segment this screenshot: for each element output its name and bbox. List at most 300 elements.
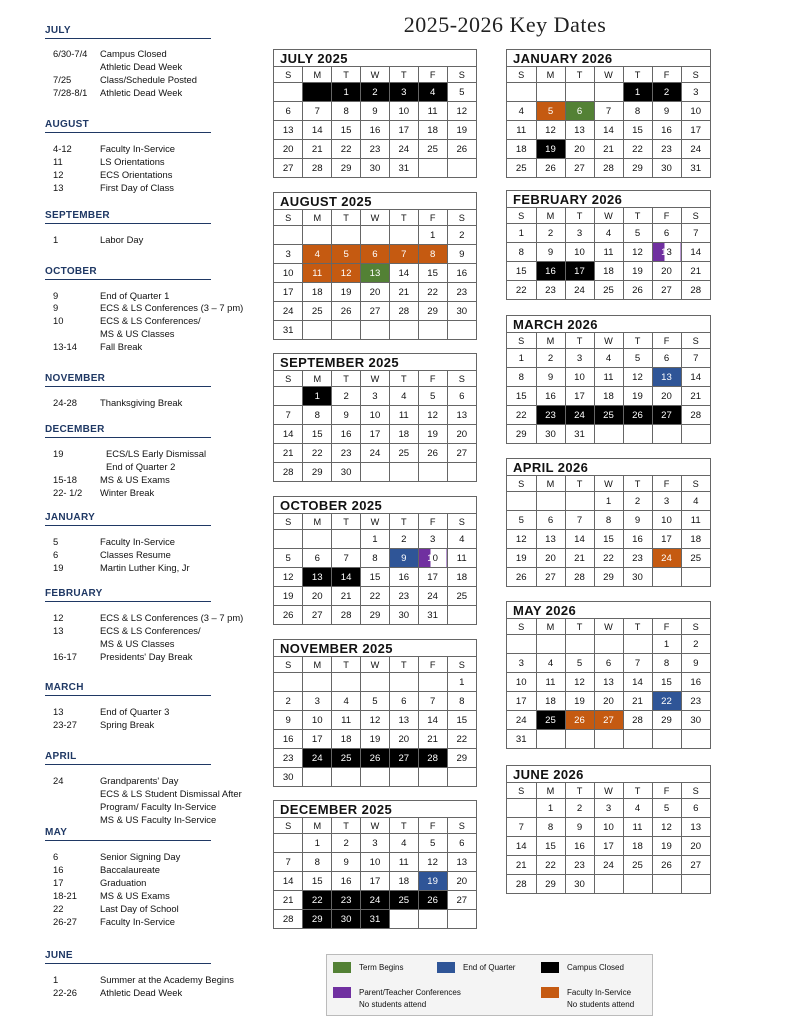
day-cell[interactable] (303, 83, 332, 102)
day-cell[interactable]: 12 (361, 711, 390, 730)
day-cell[interactable]: 25 (594, 406, 623, 425)
day-cell[interactable]: 11 (594, 368, 623, 387)
day-cell[interactable]: 9 (652, 102, 681, 121)
day-cell[interactable]: 14 (418, 711, 447, 730)
day-cell[interactable]: 3 (507, 654, 536, 673)
day-cell[interactable]: 10 (652, 511, 681, 530)
day-cell[interactable]: 7 (623, 654, 652, 673)
day-cell[interactable]: 25 (418, 140, 447, 159)
day-cell[interactable] (303, 321, 332, 340)
day-cell[interactable]: 30 (536, 425, 565, 444)
day-cell[interactable]: 4 (623, 799, 652, 818)
day-cell[interactable]: 28 (418, 749, 447, 768)
day-cell[interactable]: 19 (332, 283, 361, 302)
day-cell[interactable]: 20 (594, 692, 623, 711)
day-cell[interactable] (274, 530, 303, 549)
day-cell[interactable]: 12 (332, 264, 361, 283)
day-cell[interactable]: 10 (389, 102, 418, 121)
day-cell[interactable]: 19 (536, 140, 565, 159)
day-cell[interactable]: 2 (652, 83, 681, 102)
day-cell[interactable]: 9 (361, 102, 390, 121)
day-cell[interactable]: 19 (418, 872, 447, 891)
day-cell[interactable]: 2 (332, 834, 361, 853)
day-cell[interactable]: 19 (652, 837, 681, 856)
day-cell[interactable]: 28 (332, 606, 361, 625)
day-cell[interactable]: 29 (332, 159, 361, 178)
day-cell[interactable] (274, 387, 303, 406)
day-cell[interactable]: 9 (332, 406, 361, 425)
day-cell[interactable]: 24 (652, 549, 681, 568)
day-cell[interactable]: 20 (681, 837, 710, 856)
day-cell[interactable]: 16 (274, 730, 303, 749)
day-cell[interactable]: 2 (536, 349, 565, 368)
day-cell[interactable]: 27 (652, 406, 681, 425)
day-cell[interactable]: 15 (507, 387, 536, 406)
day-cell[interactable]: 25 (389, 891, 418, 910)
day-cell[interactable]: 21 (681, 262, 710, 281)
day-cell[interactable]: 30 (565, 875, 594, 894)
day-cell[interactable] (274, 834, 303, 853)
day-cell[interactable] (652, 875, 681, 894)
day-cell[interactable]: 29 (361, 606, 390, 625)
day-cell[interactable]: 26 (274, 606, 303, 625)
day-cell[interactable]: 28 (507, 875, 536, 894)
day-cell[interactable]: 26 (447, 140, 476, 159)
day-cell[interactable] (332, 673, 361, 692)
day-cell[interactable]: 16 (332, 425, 361, 444)
day-cell[interactable]: 14 (623, 673, 652, 692)
day-cell[interactable] (418, 549, 447, 568)
day-cell[interactable] (623, 875, 652, 894)
day-cell[interactable] (361, 673, 390, 692)
day-cell[interactable]: 21 (565, 549, 594, 568)
day-cell[interactable]: 26 (507, 568, 536, 587)
day-cell[interactable]: 23 (447, 283, 476, 302)
day-cell[interactable]: 21 (303, 140, 332, 159)
day-cell[interactable]: 5 (652, 799, 681, 818)
day-cell[interactable]: 18 (623, 837, 652, 856)
day-cell[interactable]: 27 (361, 302, 390, 321)
day-cell[interactable]: 1 (332, 83, 361, 102)
day-cell[interactable]: 4 (447, 530, 476, 549)
day-cell[interactable] (418, 673, 447, 692)
day-cell[interactable]: 10 (361, 853, 390, 872)
day-cell[interactable] (536, 83, 565, 102)
day-cell[interactable]: 22 (418, 283, 447, 302)
day-cell[interactable]: 7 (274, 406, 303, 425)
day-cell[interactable]: 23 (361, 140, 390, 159)
day-cell[interactable]: 12 (447, 102, 476, 121)
day-cell[interactable]: 30 (274, 768, 303, 787)
day-cell[interactable]: 20 (274, 140, 303, 159)
day-cell[interactable]: 31 (507, 730, 536, 749)
day-cell[interactable]: 30 (332, 463, 361, 482)
day-cell[interactable]: 4 (389, 834, 418, 853)
day-cell[interactable]: 25 (389, 444, 418, 463)
day-cell[interactable] (447, 159, 476, 178)
day-cell[interactable]: 23 (623, 549, 652, 568)
day-cell[interactable]: 23 (274, 749, 303, 768)
day-cell[interactable]: 1 (536, 799, 565, 818)
day-cell[interactable] (361, 226, 390, 245)
day-cell[interactable]: 21 (594, 140, 623, 159)
day-cell[interactable]: 9 (389, 549, 418, 568)
day-cell[interactable]: 2 (681, 635, 710, 654)
day-cell[interactable]: 5 (274, 549, 303, 568)
day-cell[interactable]: 19 (565, 692, 594, 711)
day-cell[interactable]: 1 (361, 530, 390, 549)
day-cell[interactable] (332, 226, 361, 245)
day-cell[interactable]: 3 (361, 834, 390, 853)
day-cell[interactable]: 11 (332, 711, 361, 730)
day-cell[interactable]: 28 (303, 159, 332, 178)
day-cell[interactable]: 13 (361, 264, 390, 283)
day-cell[interactable] (303, 768, 332, 787)
day-cell[interactable]: 3 (303, 692, 332, 711)
day-cell[interactable]: 29 (507, 425, 536, 444)
day-cell[interactable]: 5 (623, 349, 652, 368)
day-cell[interactable]: 22 (623, 140, 652, 159)
day-cell[interactable]: 24 (303, 749, 332, 768)
day-cell[interactable]: 6 (652, 349, 681, 368)
day-cell[interactable]: 24 (361, 444, 390, 463)
day-cell[interactable] (507, 492, 536, 511)
day-cell[interactable]: 10 (565, 243, 594, 262)
day-cell[interactable]: 17 (303, 730, 332, 749)
day-cell[interactable]: 24 (274, 302, 303, 321)
day-cell[interactable]: 21 (507, 856, 536, 875)
day-cell[interactable]: 19 (507, 549, 536, 568)
day-cell[interactable]: 24 (594, 856, 623, 875)
day-cell[interactable]: 4 (594, 224, 623, 243)
day-cell[interactable]: 2 (361, 83, 390, 102)
day-cell[interactable]: 29 (594, 568, 623, 587)
day-cell[interactable]: 14 (565, 530, 594, 549)
day-cell[interactable]: 11 (389, 406, 418, 425)
day-cell[interactable]: 2 (623, 492, 652, 511)
day-cell[interactable]: 12 (418, 853, 447, 872)
day-cell[interactable]: 29 (418, 302, 447, 321)
day-cell[interactable]: 11 (594, 243, 623, 262)
day-cell[interactable]: 4 (389, 387, 418, 406)
day-cell[interactable]: 26 (623, 281, 652, 300)
day-cell[interactable]: 2 (389, 530, 418, 549)
day-cell[interactable]: 3 (418, 530, 447, 549)
day-cell[interactable]: 24 (565, 406, 594, 425)
day-cell[interactable]: 20 (361, 283, 390, 302)
day-cell[interactable]: 24 (565, 281, 594, 300)
day-cell[interactable]: 31 (389, 159, 418, 178)
day-cell[interactable]: 15 (652, 673, 681, 692)
day-cell[interactable]: 30 (447, 302, 476, 321)
day-cell[interactable]: 14 (303, 121, 332, 140)
day-cell[interactable]: 1 (594, 492, 623, 511)
day-cell[interactable]: 10 (274, 264, 303, 283)
day-cell[interactable] (681, 730, 710, 749)
day-cell[interactable]: 25 (681, 549, 710, 568)
day-cell[interactable]: 1 (652, 635, 681, 654)
day-cell[interactable] (594, 875, 623, 894)
day-cell[interactable]: 14 (389, 264, 418, 283)
day-cell[interactable]: 28 (274, 910, 303, 929)
day-cell[interactable]: 26 (565, 711, 594, 730)
day-cell[interactable]: 10 (594, 818, 623, 837)
day-cell[interactable]: 12 (623, 368, 652, 387)
day-cell[interactable]: 6 (274, 102, 303, 121)
day-cell[interactable] (652, 425, 681, 444)
day-cell[interactable]: 29 (536, 875, 565, 894)
day-cell[interactable]: 18 (681, 530, 710, 549)
day-cell[interactable]: 12 (418, 406, 447, 425)
day-cell[interactable]: 20 (303, 587, 332, 606)
day-cell[interactable]: 23 (536, 281, 565, 300)
day-cell[interactable]: 7 (418, 692, 447, 711)
day-cell[interactable]: 8 (303, 406, 332, 425)
day-cell[interactable]: 1 (418, 226, 447, 245)
day-cell[interactable]: 26 (418, 891, 447, 910)
day-cell[interactable] (274, 226, 303, 245)
day-cell[interactable]: 28 (681, 281, 710, 300)
day-cell[interactable]: 25 (447, 587, 476, 606)
day-cell[interactable]: 8 (418, 245, 447, 264)
day-cell[interactable]: 24 (507, 711, 536, 730)
day-cell[interactable]: 3 (681, 83, 710, 102)
day-cell[interactable]: 24 (418, 587, 447, 606)
day-cell[interactable]: 5 (507, 511, 536, 530)
day-cell[interactable]: 16 (361, 121, 390, 140)
day-cell[interactable]: 21 (418, 730, 447, 749)
day-cell[interactable]: 16 (447, 264, 476, 283)
day-cell[interactable]: 17 (274, 283, 303, 302)
day-cell[interactable]: 14 (274, 872, 303, 891)
day-cell[interactable]: 30 (623, 568, 652, 587)
day-cell[interactable]: 9 (565, 818, 594, 837)
day-cell[interactable]: 8 (594, 511, 623, 530)
day-cell[interactable] (274, 83, 303, 102)
day-cell[interactable]: 23 (536, 406, 565, 425)
day-cell[interactable] (389, 321, 418, 340)
day-cell[interactable]: 26 (361, 749, 390, 768)
day-cell[interactable]: 13 (447, 406, 476, 425)
day-cell[interactable]: 26 (332, 302, 361, 321)
day-cell[interactable]: 30 (652, 159, 681, 178)
day-cell[interactable]: 13 (594, 673, 623, 692)
day-cell[interactable]: 15 (303, 425, 332, 444)
day-cell[interactable]: 17 (507, 692, 536, 711)
day-cell[interactable] (507, 83, 536, 102)
day-cell[interactable]: 15 (332, 121, 361, 140)
day-cell[interactable] (389, 910, 418, 929)
day-cell[interactable]: 28 (274, 463, 303, 482)
day-cell[interactable]: 21 (681, 387, 710, 406)
day-cell[interactable]: 18 (389, 425, 418, 444)
day-cell[interactable]: 17 (652, 530, 681, 549)
day-cell[interactable]: 2 (565, 799, 594, 818)
day-cell[interactable]: 16 (565, 837, 594, 856)
day-cell[interactable]: 11 (536, 673, 565, 692)
day-cell[interactable]: 13 (447, 853, 476, 872)
day-cell[interactable]: 6 (447, 387, 476, 406)
day-cell[interactable]: 4 (507, 102, 536, 121)
day-cell[interactable]: 17 (681, 121, 710, 140)
day-cell[interactable]: 20 (447, 425, 476, 444)
day-cell[interactable]: 1 (447, 673, 476, 692)
day-cell[interactable]: 17 (565, 262, 594, 281)
day-cell[interactable] (565, 635, 594, 654)
day-cell[interactable]: 2 (332, 387, 361, 406)
day-cell[interactable]: 19 (361, 730, 390, 749)
day-cell[interactable]: 27 (274, 159, 303, 178)
day-cell[interactable] (389, 673, 418, 692)
day-cell[interactable]: 8 (507, 243, 536, 262)
day-cell[interactable] (594, 730, 623, 749)
day-cell[interactable]: 11 (447, 549, 476, 568)
day-cell[interactable] (623, 425, 652, 444)
day-cell[interactable]: 29 (447, 749, 476, 768)
day-cell[interactable]: 3 (389, 83, 418, 102)
day-cell[interactable] (447, 463, 476, 482)
day-cell[interactable]: 31 (361, 910, 390, 929)
day-cell[interactable]: 21 (274, 891, 303, 910)
day-cell[interactable]: 3 (274, 245, 303, 264)
day-cell[interactable] (389, 226, 418, 245)
day-cell[interactable]: 5 (565, 654, 594, 673)
day-cell[interactable]: 3 (594, 799, 623, 818)
day-cell[interactable] (418, 910, 447, 929)
day-cell[interactable]: 22 (507, 281, 536, 300)
day-cell[interactable]: 31 (418, 606, 447, 625)
day-cell[interactable] (594, 83, 623, 102)
day-cell[interactable]: 17 (361, 425, 390, 444)
day-cell[interactable]: 11 (303, 264, 332, 283)
day-cell[interactable]: 14 (332, 568, 361, 587)
day-cell[interactable] (652, 243, 681, 262)
day-cell[interactable]: 13 (652, 368, 681, 387)
day-cell[interactable] (389, 768, 418, 787)
day-cell[interactable]: 22 (507, 406, 536, 425)
day-cell[interactable]: 13 (274, 121, 303, 140)
day-cell[interactable]: 20 (447, 872, 476, 891)
day-cell[interactable]: 23 (389, 587, 418, 606)
day-cell[interactable] (536, 635, 565, 654)
day-cell[interactable]: 15 (303, 872, 332, 891)
day-cell[interactable] (594, 425, 623, 444)
day-cell[interactable]: 24 (361, 891, 390, 910)
day-cell[interactable]: 7 (274, 853, 303, 872)
day-cell[interactable] (507, 635, 536, 654)
day-cell[interactable]: 12 (507, 530, 536, 549)
day-cell[interactable] (274, 673, 303, 692)
day-cell[interactable]: 28 (389, 302, 418, 321)
day-cell[interactable]: 23 (565, 856, 594, 875)
day-cell[interactable]: 7 (681, 224, 710, 243)
day-cell[interactable]: 28 (594, 159, 623, 178)
day-cell[interactable]: 18 (389, 872, 418, 891)
day-cell[interactable]: 28 (681, 406, 710, 425)
day-cell[interactable]: 18 (418, 121, 447, 140)
day-cell[interactable] (418, 768, 447, 787)
day-cell[interactable]: 23 (332, 891, 361, 910)
day-cell[interactable]: 6 (536, 511, 565, 530)
day-cell[interactable]: 27 (389, 749, 418, 768)
day-cell[interactable]: 20 (652, 387, 681, 406)
day-cell[interactable]: 15 (418, 264, 447, 283)
day-cell[interactable]: 1 (507, 349, 536, 368)
day-cell[interactable] (681, 568, 710, 587)
day-cell[interactable]: 22 (361, 587, 390, 606)
day-cell[interactable]: 7 (681, 349, 710, 368)
day-cell[interactable]: 1 (623, 83, 652, 102)
day-cell[interactable]: 8 (332, 102, 361, 121)
day-cell[interactable] (447, 606, 476, 625)
day-cell[interactable] (623, 730, 652, 749)
day-cell[interactable] (507, 799, 536, 818)
day-cell[interactable]: 4 (681, 492, 710, 511)
day-cell[interactable]: 13 (536, 530, 565, 549)
day-cell[interactable]: 31 (274, 321, 303, 340)
day-cell[interactable]: 16 (536, 262, 565, 281)
day-cell[interactable] (332, 530, 361, 549)
day-cell[interactable]: 7 (303, 102, 332, 121)
day-cell[interactable]: 15 (536, 837, 565, 856)
day-cell[interactable]: 17 (594, 837, 623, 856)
day-cell[interactable]: 5 (332, 245, 361, 264)
day-cell[interactable]: 17 (418, 568, 447, 587)
day-cell[interactable]: 19 (418, 425, 447, 444)
day-cell[interactable] (418, 463, 447, 482)
day-cell[interactable]: 22 (447, 730, 476, 749)
day-cell[interactable]: 12 (623, 243, 652, 262)
day-cell[interactable]: 2 (274, 692, 303, 711)
day-cell[interactable]: 12 (565, 673, 594, 692)
day-cell[interactable]: 7 (565, 511, 594, 530)
day-cell[interactable]: 12 (274, 568, 303, 587)
day-cell[interactable]: 3 (652, 492, 681, 511)
day-cell[interactable]: 5 (418, 834, 447, 853)
day-cell[interactable]: 19 (447, 121, 476, 140)
day-cell[interactable]: 22 (652, 692, 681, 711)
day-cell[interactable]: 26 (623, 406, 652, 425)
day-cell[interactable]: 5 (418, 387, 447, 406)
day-cell[interactable]: 29 (623, 159, 652, 178)
day-cell[interactable]: 27 (594, 711, 623, 730)
day-cell[interactable]: 5 (623, 224, 652, 243)
day-cell[interactable]: 13 (681, 818, 710, 837)
day-cell[interactable]: 27 (303, 606, 332, 625)
day-cell[interactable]: 29 (652, 711, 681, 730)
day-cell[interactable]: 27 (447, 444, 476, 463)
day-cell[interactable]: 9 (536, 243, 565, 262)
day-cell[interactable]: 26 (536, 159, 565, 178)
day-cell[interactable]: 15 (447, 711, 476, 730)
day-cell[interactable]: 7 (507, 818, 536, 837)
day-cell[interactable]: 7 (332, 549, 361, 568)
day-cell[interactable]: 6 (594, 654, 623, 673)
day-cell[interactable]: 17 (361, 872, 390, 891)
day-cell[interactable]: 14 (681, 243, 710, 262)
day-cell[interactable]: 11 (623, 818, 652, 837)
day-cell[interactable]: 26 (418, 444, 447, 463)
day-cell[interactable]: 14 (507, 837, 536, 856)
day-cell[interactable]: 8 (536, 818, 565, 837)
day-cell[interactable]: 23 (681, 692, 710, 711)
day-cell[interactable]: 22 (594, 549, 623, 568)
day-cell[interactable]: 2 (447, 226, 476, 245)
day-cell[interactable]: 19 (623, 387, 652, 406)
day-cell[interactable]: 15 (507, 262, 536, 281)
day-cell[interactable] (652, 568, 681, 587)
day-cell[interactable]: 23 (652, 140, 681, 159)
